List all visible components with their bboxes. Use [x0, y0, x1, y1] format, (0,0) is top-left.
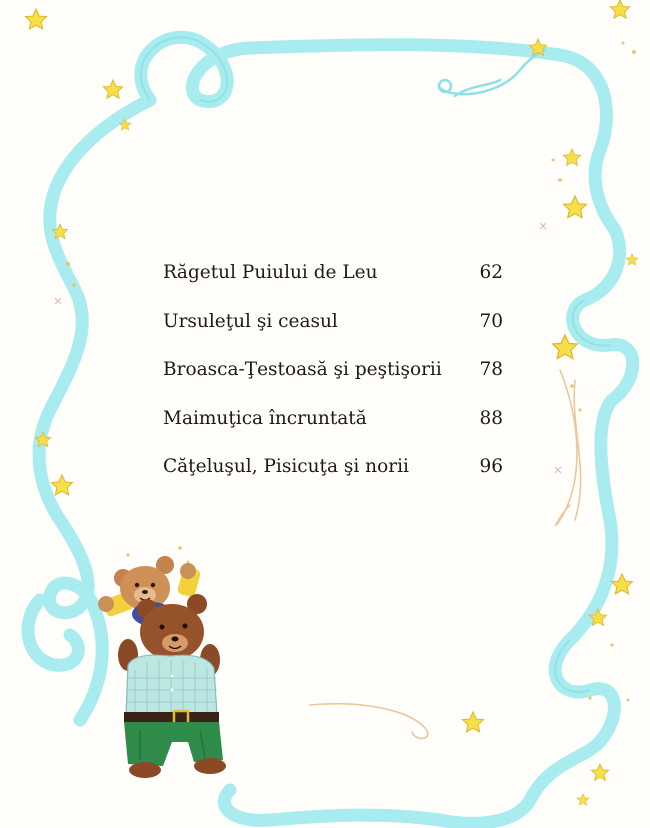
toc-entry-page: 70: [479, 310, 503, 332]
toc-entry-page: 88: [479, 407, 503, 429]
toc-entry[interactable]: [163, 359, 503, 408]
table-of-contents: [163, 262, 503, 505]
toc-entry-page: 62: [479, 262, 503, 283]
toc-entry-title: Broasca-Ţestoasă şi peştişorii: [163, 359, 442, 380]
toc-entry[interactable]: [163, 456, 503, 505]
toc-entry-page: 78: [479, 359, 503, 380]
toc-entry[interactable]: [163, 262, 503, 311]
toc-entry-title: Ursuleţul şi ceasul: [163, 310, 338, 332]
toc-entry-page: 96: [479, 456, 503, 477]
toc-entry-title: Căţeluşul, Pisicuţa şi norii: [163, 456, 409, 477]
toc-entry-title: Răgetul Puiului de Leu: [163, 262, 378, 283]
toc-entry[interactable]: [163, 311, 503, 360]
toc-entry-title: Maimuţica încruntată: [163, 407, 367, 429]
toc-entry[interactable]: [163, 408, 503, 457]
